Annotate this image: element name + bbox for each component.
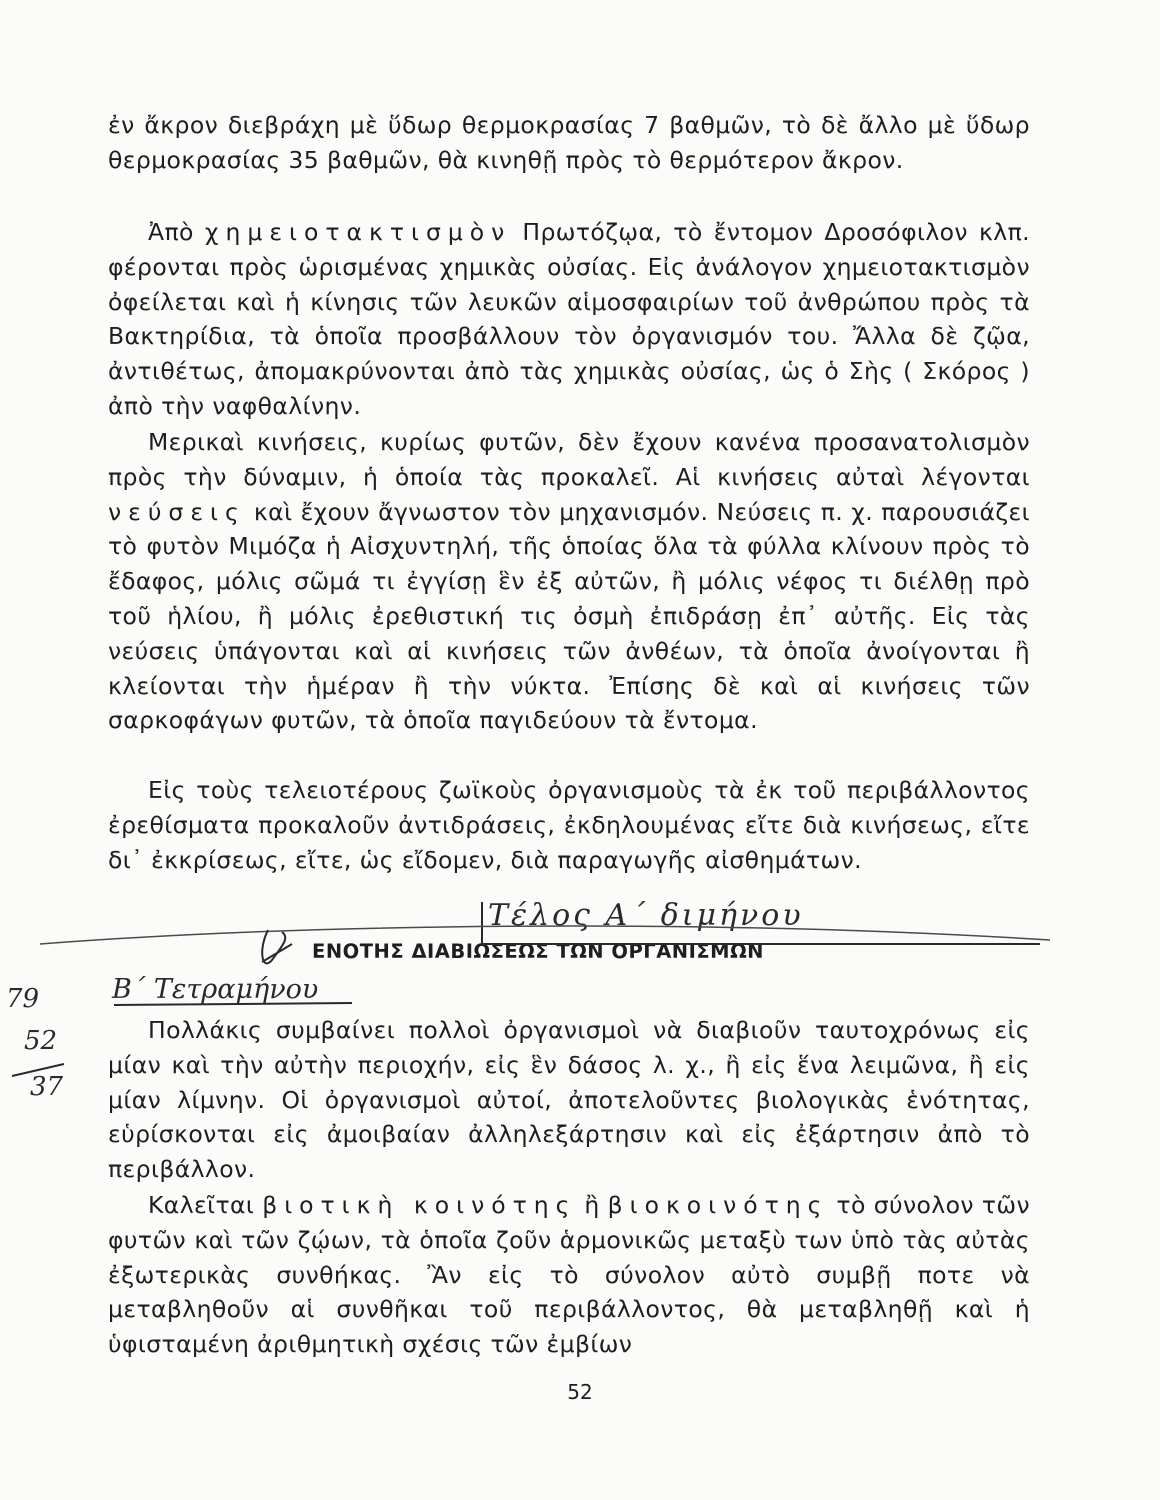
margin-number: 37	[30, 1072, 64, 1102]
paragraph-higher-organisms	[108, 773, 1030, 877]
paragraph-text: Μερικαὶ κινήσεις, κυρίως φυτῶν, δὲν ἔχουν κανένα προσανατολισμὸν πρὸς τὴν δύναμιν, ἡ ὁποία τὰς προκαλεῖ. Αἱ κινήσεις αὐταὶ λέγονται	[108, 428, 1030, 491]
spaced-term: βιοκοινότης	[607, 1191, 829, 1219]
paragraph-text: καὶ ἔχουν ἄγνωστον τὸν μηχανισμόν. Νεύσεις π. χ. παρουσιάζει τὸ φυτὸν Μιμόζα ἡ Αἰσχυντηλή, τῆς ὁποίας ὅλα τὰ φύλλα κλίνουν πρὸς τὸ ἔδαφος, μόλις σῶμά τι ἐγγίσῃ ἓν ἐξ αὐτῶν, ἢ μόλις νέφος τι διέλθῃ πρὸ τοῦ ἡλίου, ἢ μόλις ἐρεθιστική τις ὀσμὴ ἐπιδράσῃ ἐπ᾽ αὐτῆς. Εἰς τὰς νεύσεις ὑπάγονται καὶ αἱ κινήσεις τῶν ἀνθέων, τὰ ὁποῖα ἀνοίγονται ἢ κλείονται τὴν ἡμέραν ἢ τὴν νύκτα. Ἐπίσης δὲ καὶ αἱ κινήσεις τῶν σαρκοφάγων φυτῶν, τὰ ὁποῖα παγιδεύουν τὰ ἔντομα.	[108, 497, 1030, 735]
margin-number: 79	[6, 984, 40, 1014]
spaced-term: βιοτικὴ κοινότης	[262, 1191, 577, 1219]
paragraph-thermotaxis	[108, 108, 1030, 178]
handwritten-term-label: Β΄ Τετραμήνου	[112, 974, 319, 1005]
margin-number: 52	[24, 1026, 58, 1056]
page-number: 52	[567, 1380, 593, 1404]
paragraph-text: τὸ σύνολον τῶν φυτῶν καὶ τῶν ζῴων, τὰ ὁποῖα ζοῦν ἁρμονικῶς μεταξὺ των ὑπὸ τὰς αὐτὰς ἐξωτερικὰς συνθήκας. Ἂν εἰς τὸ σύνολον αὐτὸ συμβῇ ποτε νὰ μεταβληθοῦν αἱ συνθῆκαι τοῦ περιβάλλοντος, θὰ μεταβληθῇ καὶ ἡ ὑφισταμένη ἀριθμητικὴ σχέσις τῶν ἐμβίων	[108, 1191, 1030, 1359]
section-heading: ΕΝΟΤΗΣ ΔΙΑΒΙΩΣΕΩΣ ΤΩΝ ΟΡΓΑΝΙΣΜΩΝ	[312, 940, 764, 963]
handwritten-end-note: Τέλος Α΄ διμήνου	[488, 898, 804, 933]
paragraph-text: Καλεῖται	[148, 1191, 263, 1219]
paragraph-text: ἢ	[576, 1191, 608, 1219]
spaced-term: χημειοτακτισμὸν	[204, 218, 512, 246]
paragraph-chemotaxis	[108, 215, 1030, 424]
paragraph-biocommunity	[108, 1188, 1030, 1362]
paragraph-text: ἐν ἄκρον διεβράχη μὲ ὕδωρ θερμοκρασίας 7 βαθμῶν, τὸ δὲ ἄλλο μὲ ὕδωρ θερμοκρασίας 35 βαθμῶν, θὰ κινηθῇ πρὸς τὸ θερμότερον ἄκρον.	[108, 111, 1030, 174]
paragraph-coexistence	[108, 1013, 1030, 1187]
paragraph-text: Πολλάκις συμβαίνει πολλοὶ ὀργανισμοὶ νὰ διαβιοῦν ταυτοχρόνως εἰς μίαν καὶ τὴν αὐτὴν περιοχήν, εἰς ἓν δάσος λ. χ., ἢ εἰς ἕνα λειμῶνα, ἢ εἰς μίαν λίμνην. Οἱ ὀργανισμοὶ αὐτοί, ἀποτελοῦντες βιολογικὰς ἑνότητας, εὑρίσκονται εἰς ἀμοιβαίαν ἀλληλεξάρτησιν καὶ εἰς ἐξάρτησιν ἀπὸ τὸ περιβάλλον.	[108, 1016, 1030, 1184]
paragraph-text: Εἰς τοὺς τελειοτέρους ζωϊκοὺς ὀργανισμοὺς τὰ ἐκ τοῦ περιβάλλοντος ἐρεθίσματα προκαλοῦν ἀντιδράσεις, ἐκδηλουμένας εἴτε διὰ κινήσεως, εἴτε δι᾽ ἐκκρίσεως, εἴτε, ὡς εἴδομεν, διὰ παραγωγῆς αἰσθημάτων.	[108, 776, 1030, 874]
paragraph-text: Ἀπὸ	[148, 218, 205, 246]
paragraph-text: Πρωτόζῳα, τὸ ἔντομον Δροσόφιλον κλπ. φέρονται πρὸς ὡρισμένας χημικὰς οὐσίας. Εἰς ἀνάλογον χημειοτακτισμὸν ὀφείλεται καὶ ἡ κίνησις τῶν λευκῶν αἱμοσφαιρίων τοῦ ἀνθρώπου πρὸς τὰ Βακτηρίδια, τὰ ὁποῖα προσβάλλουν τὸν ὀργανισμόν του. Ἄλλα δὲ ζῷα, ἀντιθέτως, ἀπομακρύνονται ἀπὸ τὰς χημικὰς οὐσίας, ὡς ὁ Σὴς ( Σκόρος ) ἀπὸ τὴν ναφθαλίνην.	[108, 218, 1031, 420]
spaced-term: νεύσεις	[108, 497, 246, 526]
paragraph-nastic-movements	[108, 425, 1030, 738]
flourish-mark	[262, 930, 292, 963]
